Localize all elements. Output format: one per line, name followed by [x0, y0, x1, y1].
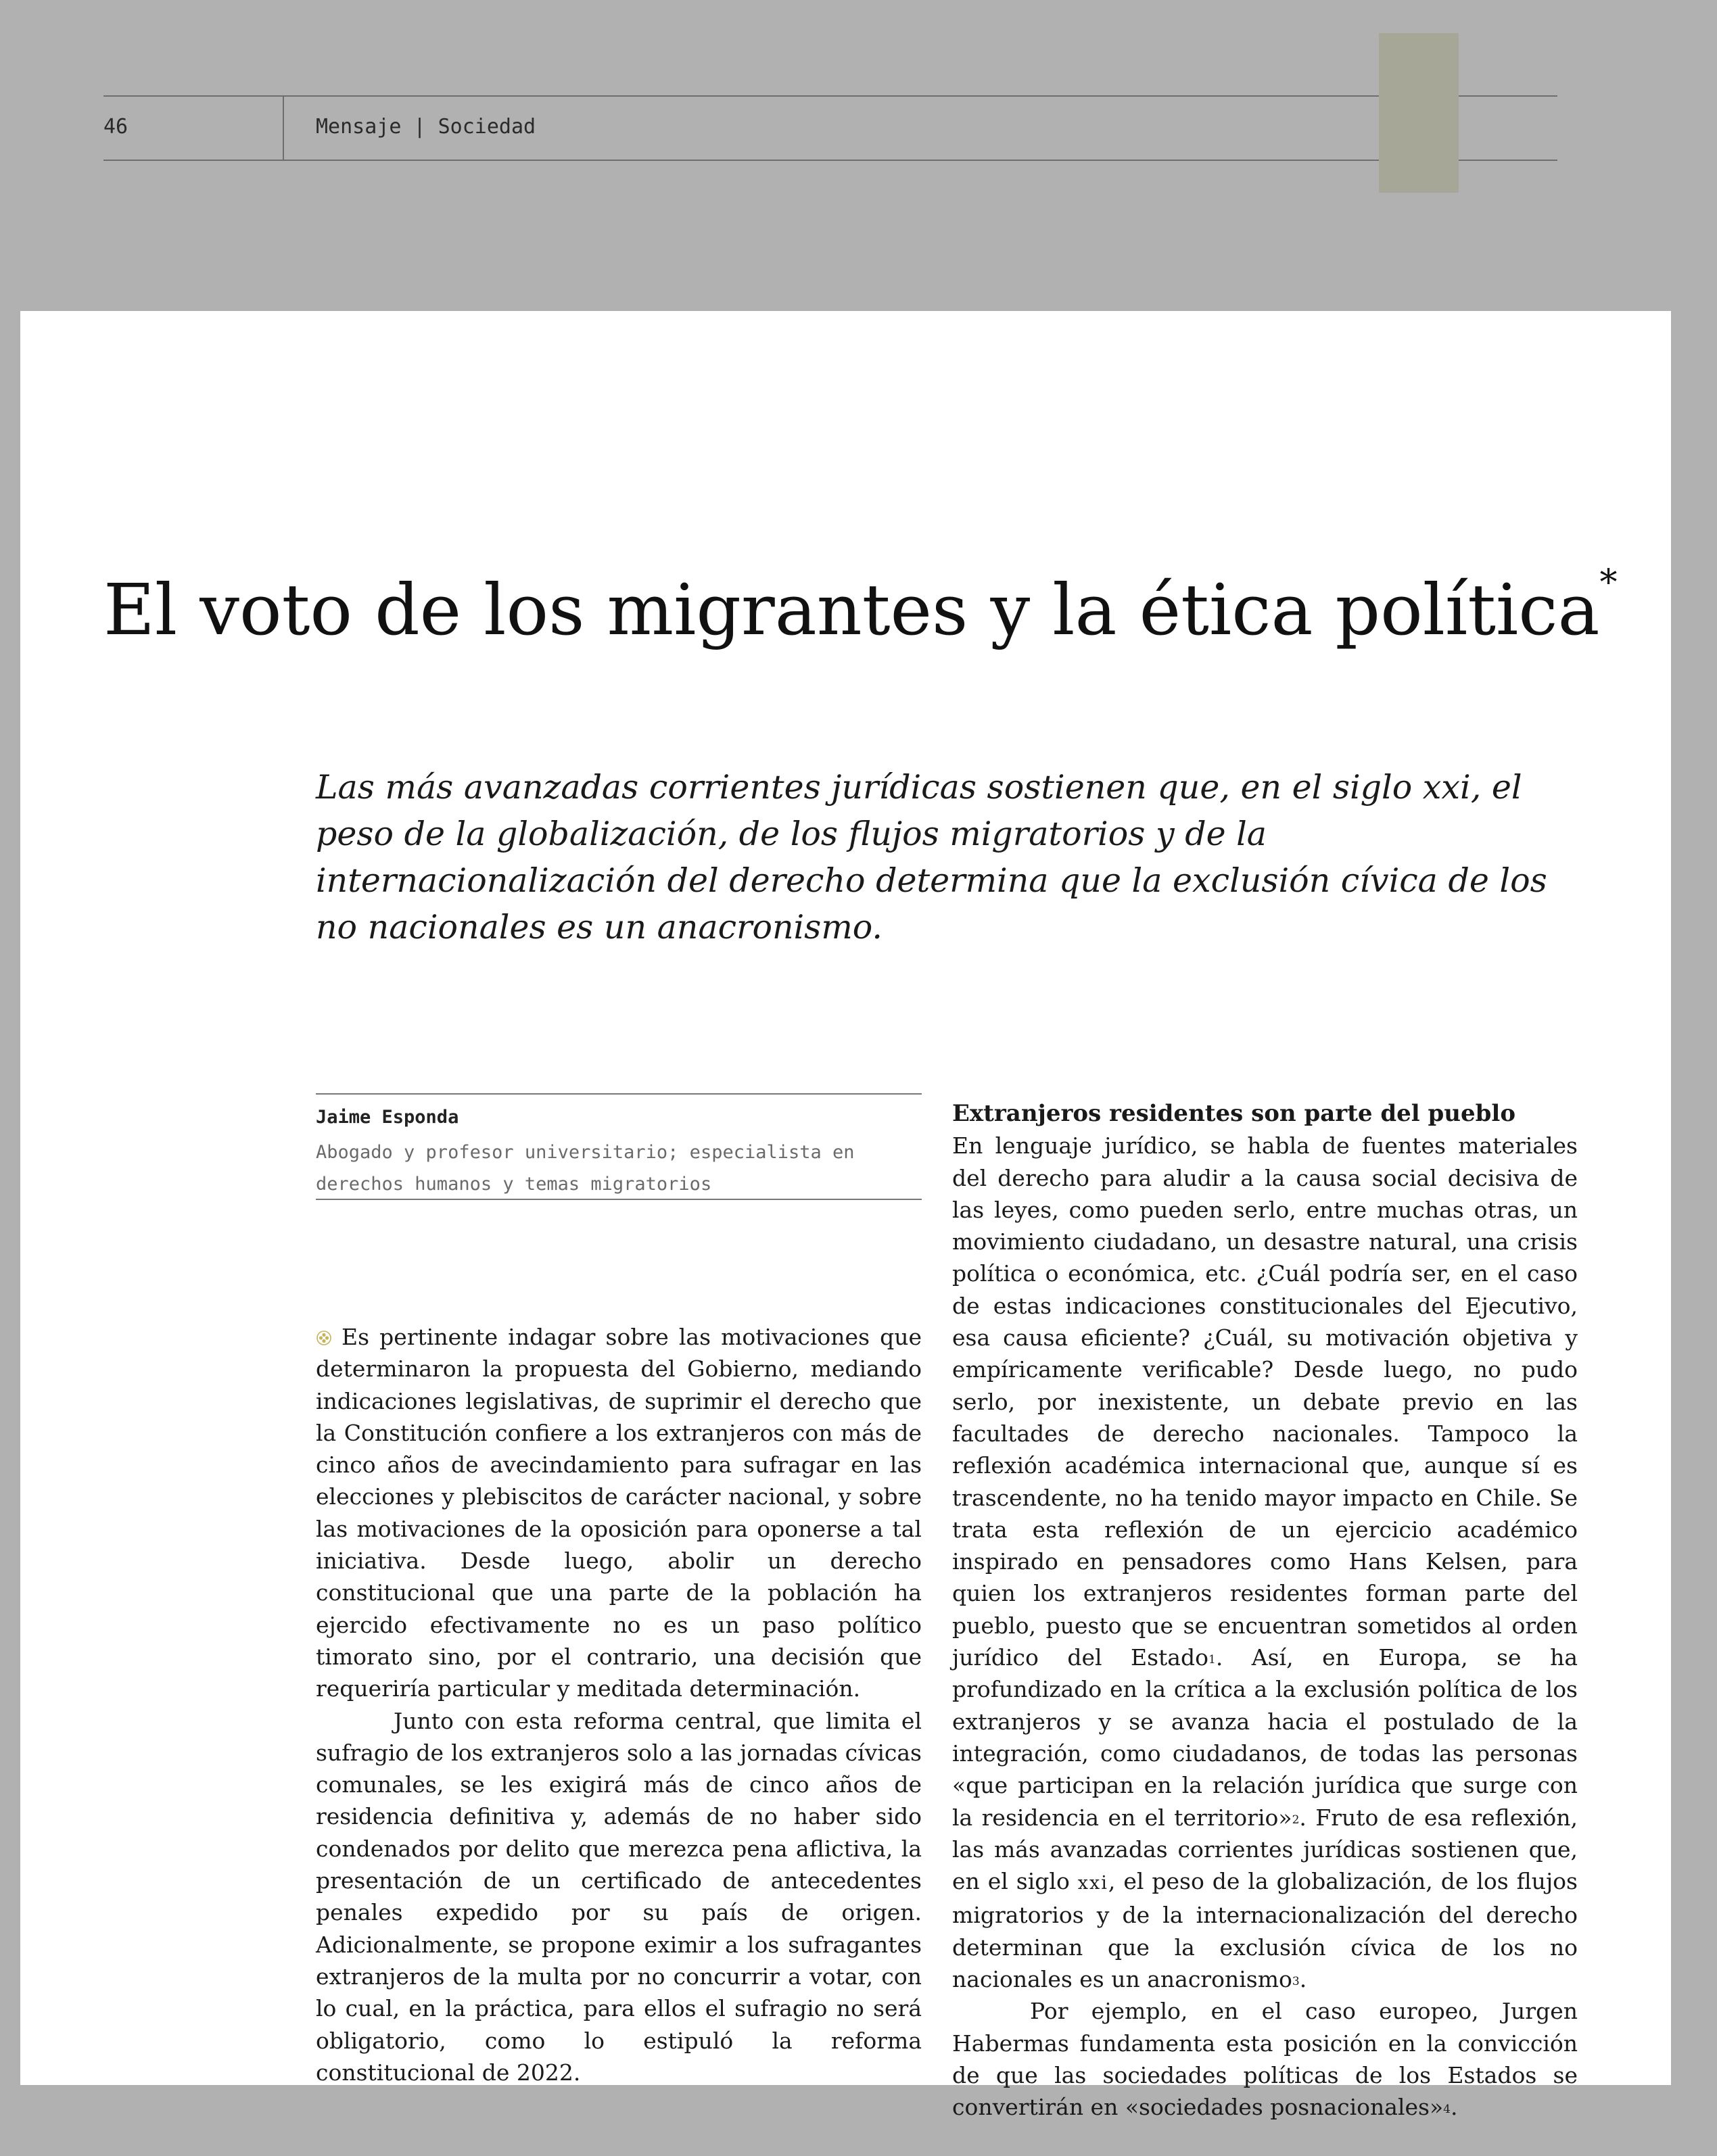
- section-label: Mensaje | Sociedad: [316, 115, 536, 139]
- footnote-ref-3: 3: [1292, 1975, 1300, 1989]
- flower-bullet-icon: [316, 1330, 332, 1346]
- article-title-text: El voto de los migrantes y la ética política: [103, 569, 1600, 651]
- right-paragraph-2: [952, 1995, 1578, 2123]
- header-divider: [283, 96, 284, 161]
- section-subheading: Extranjeros residentes son parte del pueblo: [952, 1100, 1516, 1127]
- right-paragraph-1-part-b: . Así, en Europa, se ha profundizado en la crítica a la exclusión política de los extranjeros y se avanza hacia el postulado de la integración, como ciudadanos, de todas las personas «que participan en la relación jurídica que surge con la residencia en el territorio»: [952, 1644, 1578, 1831]
- left-paragraph-2: Junto con esta reforma central, que limita el sufragio de los extranjeros solo a las jornadas cívicas comunales, se les exigirá más de cinco años de residencia definitiva y, además de no haber sido condenados por delito que merezca pena aflictiva, la presentación de un certificado de antecedentes penales expedido por su país de origen. Adicionalmente, se propone eximir a los sufragantes extranjeros de la multa por no concurrir a votar, con lo cual, en la práctica, para ellos el sufragio no será obligatorio, como lo estipuló la reforma constitucional de 2022.: [316, 1707, 922, 2086]
- right-paragraph-1-part-c: . Fruto de esa reflexión, las más avanzadas corrientes jurídicas sostienen que, en el siglo: [952, 1804, 1578, 1895]
- right-paragraph-1-part-d: , el peso de la globalización, de los flujos migratorios y de la internacionalización del derecho determinan que la exclusión cívica de los no nacionales es un anacronismo: [952, 1868, 1578, 1993]
- right-paragraph-1: [952, 1130, 1578, 1995]
- article-lead: Las más avanzadas corrientes jurídicas sostienen que, en el siglo xxi, el peso de la globalización, de los flujos migratorios y de la internacionalización del derecho determina que la exclusión cívica de los no nacionales es un anacronismo.: [316, 768, 1547, 947]
- right-paragraph-1-part-e: .: [1299, 1966, 1307, 1993]
- right-column: [952, 1098, 1578, 2124]
- left-paragraph-1-text: Es pertinente indagar sobre las motivaciones que determinaron la propuesta del Gobierno, mediando indicaciones legislativas, de suprimir el derecho que la Constitución confiere a los extranjeros con más de cinco años de avecindamiento para sufragar en las elecciones y plebiscitos de carácter nacional, y sobre las motivaciones de la oposición para oponerse a tal iniciativa. Desde luego, abolir un derecho constitucional que una parte de la población ha ejercido efectivamente no es un paso político timorato sino, por el contrario, una decisión que requeriría particular y meditada determinación.: [316, 1324, 922, 1702]
- page-number: 46: [103, 115, 128, 139]
- author-box: [316, 1093, 922, 1200]
- left-column: [316, 1321, 922, 2088]
- article-page: [20, 311, 1671, 2121]
- header-top-rule: [103, 95, 1557, 97]
- author-name: Jaime Esponda: [316, 1107, 459, 1128]
- section-tab: [1379, 33, 1459, 193]
- right-paragraph-1-part-a: En lenguaje jurídico, se habla de fuentes materiales del derecho para aludir a la causa social decisiva de las leyes, como pueden serlo, entre muchas otras, un movimiento ciudadano, un desastre natural, una crisis política o económica, etc. ¿Cuál podría ser, en el caso de estas indicaciones constitucionales del Ejecutivo, esa causa eficiente? ¿Cuál, su motivación objetiva y empíricamente verificable? Desde luego, no pudo serlo, por inexistente, un debate previo en las facultades de derecho nacionales. Tampoco la reflexión académica internacional que, aunque sí es trascendente, no ha tenido mayor impacto en Chile. Se trata esta reflexión de un ejercicio académico inspirado en pensadores como Hans Kelsen, para quien los extranjeros residentes forman parte del pueblo, puesto que se encuentran sometidos al orden jurídico del Estado: [952, 1132, 1578, 1671]
- author-bio: Abogado y profesor universitario; especialista en derechos humanos y temas migratorios: [316, 1142, 855, 1195]
- right-paragraph-2-part-b: .: [1451, 2094, 1458, 2121]
- article-title: [103, 562, 1618, 651]
- header-bottom-rule: [103, 160, 1557, 161]
- right-paragraph-2-part-a: Por ejemplo, en el caso europeo, Jurgen Habermas fundamenta esta posición en la convicción de que las sociedades políticas de los Estados se convertirán en «sociedades posnacionales»: [952, 1998, 1578, 2121]
- footnote-ref-1: 1: [1208, 1653, 1216, 1667]
- footnote-ref-2: 2: [1292, 1813, 1300, 1827]
- footnote-ref-4: 4: [1443, 2103, 1451, 2117]
- left-paragraph-1: [316, 1321, 922, 1705]
- title-footnote-mark: *: [1599, 562, 1618, 603]
- century-numeral: xxi: [1077, 1873, 1108, 1894]
